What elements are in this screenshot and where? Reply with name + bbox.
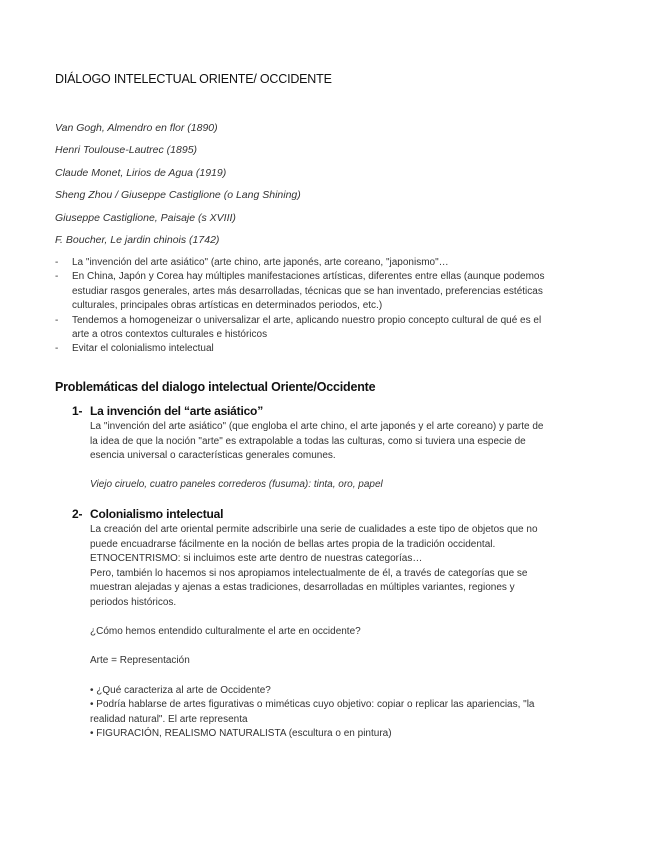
dash-marker: - <box>55 271 59 283</box>
document-title: DIÁLOGO INTELECTUAL ORIENTE/ OCCIDENTE <box>55 72 332 86</box>
item-2-body <box>90 523 550 742</box>
item-1-body <box>90 420 550 493</box>
bullet-text: Evitar el colonialismo intelectual <box>72 343 214 355</box>
artwork-item: Van Gogh, Almendro en flor (1890) <box>55 122 218 134</box>
paragraph: Pero, también lo hacemos si nos apropiamos intelectualmente de él, a través de categorías que se muestran alejadas y ajenas a estas tradiciones, desarrolladas en múltiples variantes, regiones y periodos históricos. <box>90 567 528 608</box>
artwork-item: Sheng Zhou / Giuseppe Castiglione (o Lang Shining) <box>55 189 301 202</box>
bullet-text: En China, Japón y Corea hay múltiples manifestaciones artísticas, diferentes entre ellas (aunque podemos estudiar rasgos generales, artes más desarrolladas, técnicas que se han inventado, preferencias estéticas culturales, principales obras artísticas en determinados periodos, etc.) <box>72 271 545 312</box>
point-item: • FIGURACIÓN, REALISMO NATURALISTA (escultura o en pintura) <box>90 728 392 740</box>
bullet-list <box>55 256 555 357</box>
dash-marker: - <box>55 343 59 355</box>
artwork-list <box>55 120 301 254</box>
bullet-text: La "invención del arte asiático" (arte chino, arte japonés, arte coreano, "japonismo"… <box>72 257 449 268</box>
section-heading: Problemáticas del dialogo intelectual Oriente/Occidente <box>55 380 376 394</box>
bullet-text: Tendemos a homogeneizar o universalizar el arte, aplicando nuestro propio concepto cultural de qué es el arte a otros contextos culturales e históricos <box>72 314 542 341</box>
bullet-item <box>55 342 555 356</box>
item-number: 1- <box>72 404 83 418</box>
paragraph: ETNOCENTRISMO: si incluimos este arte dentro de nuestras categorías… <box>90 553 423 565</box>
bullet-item <box>55 270 555 313</box>
equation-text: Arte = Representación <box>90 655 190 667</box>
item-title: La invención del “arte asiático” <box>90 404 263 418</box>
item-title: Colonialismo intelectual <box>90 507 224 521</box>
point-item: • ¿Qué caracteriza al arte de Occidente? <box>90 684 271 696</box>
question-text: ¿Cómo hemos entendido culturalmente el arte en occidente? <box>90 626 361 638</box>
point-item: • Podría hablarse de artes figurativas o miméticas cuyo objetivo: copiar o replicar las apariencias, "la realidad natural". El arte representa <box>90 699 535 725</box>
paragraph: La creación del arte oriental permite adscribirle una serie de cualidades a este tipo de objetos que no puede encuadrarse fácilmente en la noción de bellas artes propia de la tradición occidental. <box>90 524 538 550</box>
dash-marker: - <box>55 257 59 268</box>
item-2-heading <box>72 507 223 521</box>
dash-marker: - <box>55 314 59 326</box>
paragraph: La "invención del arte asiático" (que engloba el arte chino, el arte japonés y el arte coreano) y parte de la idea de que la noción "arte" es extrapolable a todas las culturas, como si tuviera una especie de esencia universal o características generales comunes. <box>90 421 544 462</box>
item-number: 2- <box>72 507 83 521</box>
bullet-item <box>55 256 555 270</box>
artwork-item: Claude Monet, Lirios de Agua (1919) <box>55 166 227 179</box>
artwork-item: F. Boucher, Le jardin chinois (1742) <box>55 233 220 246</box>
item-1-heading <box>72 404 263 418</box>
image-caption: Viejo ciruelo, cuatro paneles correderos (fusuma): tinta, oro, papel <box>90 479 383 491</box>
artwork-item: Giuseppe Castiglione, Paisaje (s XVIII) <box>55 211 236 224</box>
artwork-item: Henri Toulouse-Lautrec (1895) <box>55 144 198 157</box>
bullet-item <box>55 314 555 343</box>
